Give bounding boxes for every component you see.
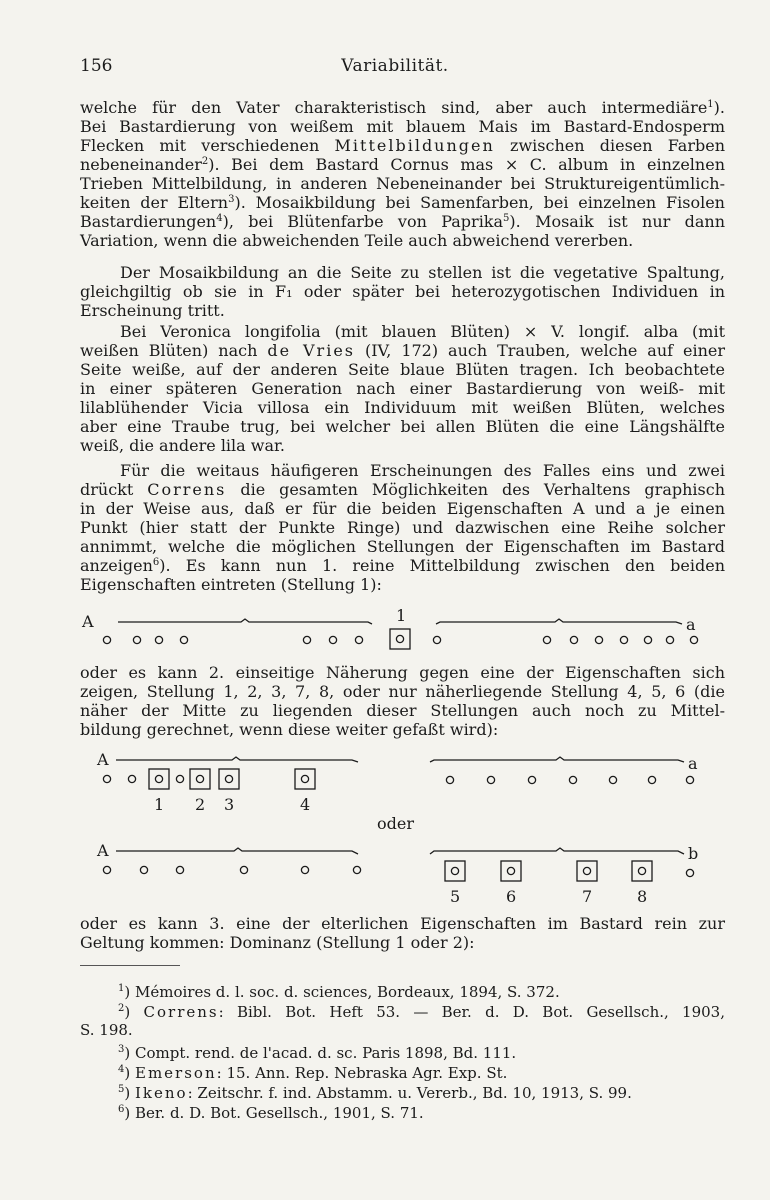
position-1: 1 bbox=[396, 606, 407, 625]
page-number: 156 bbox=[80, 56, 113, 76]
footnote-6: $^6$) Ber. d. D. Bot. Gesellsch., 1901, S. 71. bbox=[118, 1104, 424, 1122]
label-a: a bbox=[688, 754, 698, 773]
position-5: 5 bbox=[450, 887, 461, 906]
label-b: b bbox=[688, 844, 699, 863]
footnote-1: $^1$) Mémoires d. l. soc. d. sciences, Bordeaux, 1894, S. 372. bbox=[118, 983, 560, 1001]
footnote-rule bbox=[80, 965, 180, 966]
label-oder: oder bbox=[377, 814, 414, 833]
book-page: 156 Variabilität. welche für den Vater charakteristisch sind, aber auch intermediäre$^1$). Bei Bastardierung von weißem mit blauem Mais im Bastard-Endosperm Flecken mit verschiedenen Mittelbildungen zwischen diesen Farben nebeneinander$^2$). Bei dem Bastard Cornus mas × C. album in einzelnen Trieben Mittelbildung, in anderen Nebeneinander bei Struktureigentümlich- keiten der Eltern$^3$). Mosaikbildung bei Samenfarben, bei einzelnen Fisolen Bastardierungen$^4$), bei Blütenfarbe von Paprika$^5$). Mosaik ist nur dann Variation, wenn die abweichenden Teile auch abweichend vererben. Der Mosaikbildung an die Seite zu stellen ist die vegetative Spaltung, gleichgiltig ob sie in F₁ oder später bei heterozygotischen Individuen in Erscheinung tritt. Bei Veronica longifolia (mit blauen Blüten) × V. longif. alba (mit weißen Blüten) nach de Vries (IV, 172) auch Trauben, welche auf einer Seite weiße, auf der anderen Seite blaue Blüten tragen. Ich beobachtete in einer späteren Generation nach einer Bastardierung von weiß- mit lilablühender Vicia villosa ein Individuum mit weißen Blüten, welches aber eine Traube trug, bei welcher bei allen Blüten die eine Längshälfte weiß, die andere lila war. Für die weitaus häufigeren Erscheinungen des Falles eins und zwei drückt Correns die gesamten Möglichkeiten des Verhaltens graphisch in der Weise aus, daß er für die beiden Eigenschaften A und a je einen Punkt (hier statt der Punkte Ringe) und dazwischen eine Reihe solcher annimmt, welche die möglichen Stellungen der Eigenschaften im Bastard anzeigen$^6$). Es kann nun 1. reine Mittelbildung zwischen den beiden Eigenschaften eintreten (Stellung 1): oder es kann 2. einseitige Näherung gegen eine der Eigenschaften sich zeigen, Stellung 1, 2, 3, 7, 8, oder nur näherliegende Stellung 4, 5, 6 (die näher der Mitte zu liegenden dieser Stellungen auch noch zu Mittel- bildung gerechnet, wenn diese weiter gefaßt wird): oder es kann 3. eine der elterlichen Eigenschaften im Bastard rein zur Geltung kommen: Dominanz (Stellung 1 oder 2): A 1 a A a 1 2 3 4 oder A b 5 6 7 8 $^1$) Mémoires d. l. soc. d. sciences, Bordeaux, 1894, S. 372. $^2$) Correns: Bibl. Bot. Heft 53. — Ber. d. D. Bot. Gesellsch., 1903, S. 198. $^3$) Compt. rend. de l'acad. d. sc. Paris 1898, Bd. 111. $^4$) Emerson: 15. Ann. Rep. Nebraska Agr. Exp. St. $^5$) Ikeno: Zeitschr. f. ind. Abstamm. u. Vererb., Bd. 10, 1913, S. 99. $^6$) Ber. d. D. Bot. Gesellsch., 1901, S. 71. bbox=[0, 0, 770, 1200]
position-1: 1 bbox=[154, 795, 165, 814]
label-a: a bbox=[686, 615, 696, 634]
footnote-2: $^2$) Correns: Bibl. Bot. Heft 53. — Ber. d. D. Bot. Gesellsch., 1903, bbox=[118, 1003, 725, 1021]
label-A: A bbox=[97, 750, 109, 769]
label-A: A bbox=[97, 841, 109, 860]
position-6: 6 bbox=[506, 887, 517, 906]
diagram-stellung-5-8 bbox=[103, 848, 693, 881]
label-A: A bbox=[82, 612, 94, 631]
position-2: 2 bbox=[195, 795, 206, 814]
position-8: 8 bbox=[637, 887, 648, 906]
diagram-stellung-1-4 bbox=[103, 757, 693, 789]
running-title: Variabilität. bbox=[341, 56, 449, 76]
position-7: 7 bbox=[582, 887, 593, 906]
footnote-4: $^4$) Emerson: 15. Ann. Rep. Nebraska Agr. Exp. St. bbox=[118, 1064, 508, 1082]
position-3: 3 bbox=[224, 795, 235, 814]
footnote-5: $^5$) Ikeno: Zeitschr. f. ind. Abstamm. u. Vererb., Bd. 10, 1913, S. 99. bbox=[118, 1084, 632, 1102]
diagram-stellung-1 bbox=[103, 619, 697, 649]
page-header bbox=[80, 56, 710, 80]
position-4: 4 bbox=[300, 795, 311, 814]
footnote-3: $^3$) Compt. rend. de l'acad. d. sc. Paris 1898, Bd. 111. bbox=[118, 1044, 517, 1062]
